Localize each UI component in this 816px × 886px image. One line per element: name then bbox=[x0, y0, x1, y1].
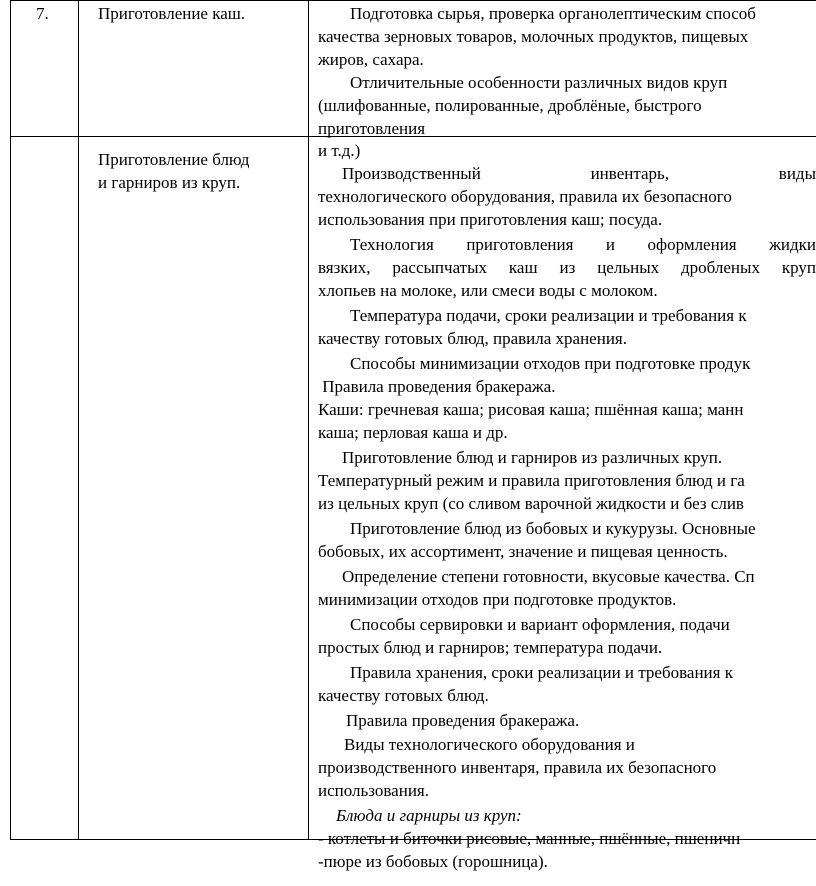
content-line: Приготовление блюд из бобовых и кукурузы. Основные bbox=[350, 519, 756, 538]
content-line: простых блюд и гарниров; температура подачи. bbox=[318, 638, 663, 657]
content-line: качеству готовых блюд, правила хранения. bbox=[318, 329, 627, 348]
column-divider-1 bbox=[78, 0, 79, 840]
content-line: - котлеты и биточки рисовые, манные, пшённые, пшеничн bbox=[318, 829, 741, 848]
content-line: вязких, рассыпчатых каш из цельных дробленых круп bbox=[318, 258, 816, 277]
topic-content bbox=[318, 2, 816, 140]
content-line: Приготовление блюд и гарниров из различных круп. bbox=[342, 448, 723, 467]
content-line: Способы сервировки и вариант оформления, подачи bbox=[350, 615, 730, 634]
content-line: (шлифованные, полированные, дроблёные, быстрого bbox=[318, 96, 702, 115]
content-line: Каши: гречневая каша; рисовая каша; пшённая каша; манн bbox=[318, 400, 744, 419]
content-line: приготовления bbox=[318, 119, 426, 138]
content-line-italic: Блюда и гарниры из круп: bbox=[336, 806, 522, 825]
content-line: и т.д.) bbox=[318, 141, 361, 160]
content-line: Виды технологического оборудования и bbox=[344, 735, 635, 754]
topic-name: Приготовление каш. bbox=[98, 4, 246, 23]
content-line: производственного инвентаря, правила их безопасного bbox=[318, 758, 717, 777]
topic-name bbox=[98, 148, 318, 194]
content-line: из цельных круп (со сливом варочной жидкости и без слив bbox=[318, 494, 744, 513]
content-line: Способы минимизации отходов при подготовке продук bbox=[350, 354, 751, 373]
table-border-top bbox=[10, 0, 816, 1]
content-line: Температура подачи, сроки реализации и требования к bbox=[350, 306, 747, 325]
topic-name-line: Приготовление блюд bbox=[98, 150, 250, 169]
topic-name-line: и гарниров из круп. bbox=[98, 173, 241, 192]
content-line: минимизации отходов при подготовке продуктов. bbox=[318, 590, 677, 609]
content-line: Температурный режим и правила приготовления блюд и га bbox=[318, 471, 745, 490]
row-number: 7. bbox=[36, 4, 49, 23]
content-line: хлопьев на молоке, или смеси воды с молоком. bbox=[318, 281, 658, 300]
content-line: качества зерновых товаров, молочных продуктов, пищевых bbox=[318, 27, 749, 46]
content-line: бобовых, их ассортимент, значение и пищевая ценность. bbox=[318, 542, 728, 561]
content-line: использования. bbox=[318, 781, 429, 800]
content-line: технологического оборудования, правила их безопасного bbox=[318, 187, 732, 206]
content-line: Правила проведения бракеража. bbox=[346, 711, 580, 730]
content-line: Технология приготовления и оформления жидки bbox=[350, 235, 816, 254]
content-line: жиров, сахара. bbox=[318, 50, 424, 69]
topic-content bbox=[318, 139, 816, 873]
content-line: качеству готовых блюд. bbox=[318, 686, 489, 705]
content-line: Определение степени готовности, вкусовые качества. Сп bbox=[342, 567, 755, 586]
content-line: Производственный инвентарь, виды bbox=[342, 164, 816, 183]
curriculum-table bbox=[10, 0, 816, 871]
content-line: Правила проведения бракеража. bbox=[318, 377, 556, 396]
column-divider-2 bbox=[308, 0, 309, 840]
content-line: каша; перловая каша и др. bbox=[318, 423, 508, 442]
content-line: -пюре из бобовых (горошница). bbox=[318, 852, 548, 871]
table-border-left bbox=[10, 0, 11, 840]
content-line: использования при приготовления каш; посуда. bbox=[318, 210, 663, 229]
content-line: Подготовка сырья, проверка органолептическим способ bbox=[350, 4, 756, 23]
content-line: Правила хранения, сроки реализации и требования к bbox=[350, 663, 733, 682]
content-line: Отличительные особенности различных видов круп bbox=[350, 73, 728, 92]
